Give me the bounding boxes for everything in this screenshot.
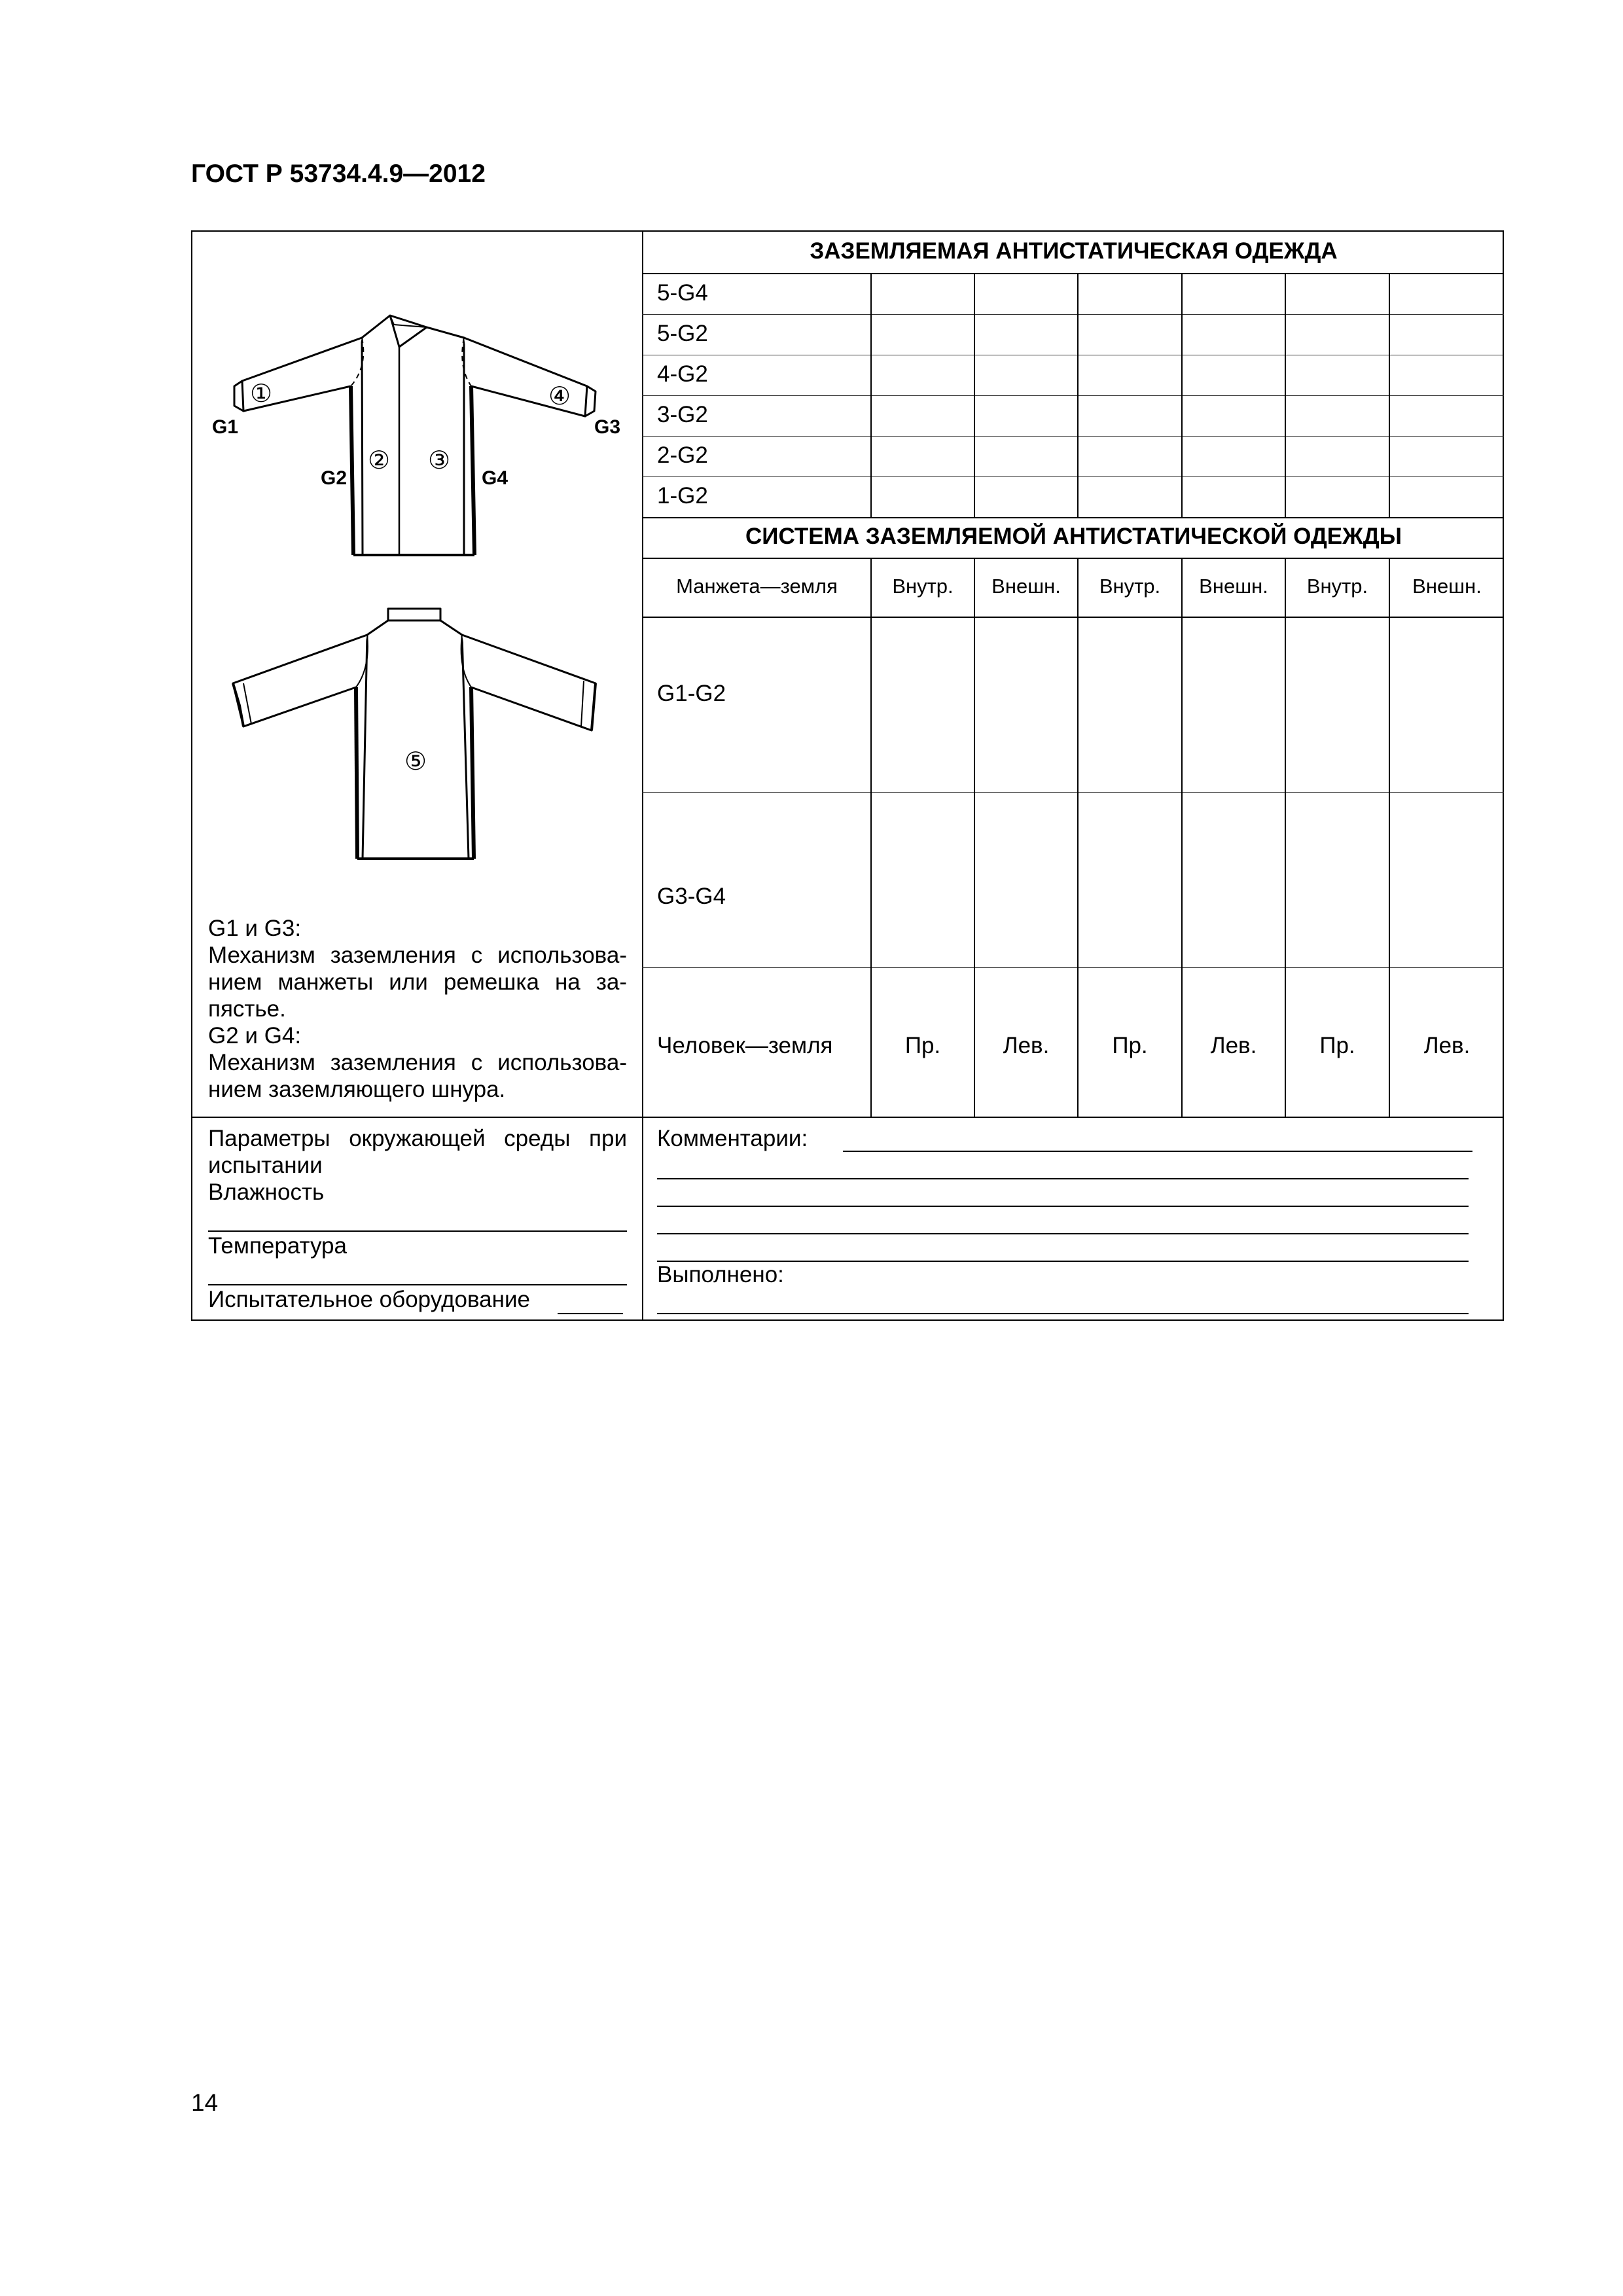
label-g4: G4 <box>482 467 508 489</box>
col-line <box>870 273 872 517</box>
section2-top-line <box>642 517 1504 518</box>
col-header-outer: Внешн. <box>991 575 1061 598</box>
col-line <box>1389 273 1390 517</box>
legend-g1g3-text: Механизм заземления с использова-нием манжеты или ремешка на за-пястье. <box>208 942 627 1022</box>
equipment-label: Испытательное оборудование <box>208 1287 530 1312</box>
col-header-inner: Внутр. <box>892 575 954 598</box>
label-g3: G3 <box>594 416 621 438</box>
row-label-g1-g2: G1-G2 <box>657 681 726 706</box>
row-label-1-g2: 1-G2 <box>657 483 708 509</box>
person-left: Лев. <box>1210 1033 1257 1058</box>
marker-2: ② <box>368 446 391 475</box>
document-header: ГОСТ Р 53734.4.9—2012 <box>191 160 486 188</box>
section2-title: СИСТЕМА ЗАЗЕМЛЯЕМОЙ АНТИСТАТИЧЕСКОЙ ОДЕЖДЫ <box>745 524 1402 549</box>
humidity-label: Влажность <box>208 1179 325 1205</box>
done-label: Выполнено: <box>657 1262 784 1287</box>
comments-line[interactable] <box>657 1233 1469 1234</box>
col-header-cuff-ground: Манжета—земля <box>676 575 838 598</box>
garment-front-diagram <box>196 308 641 569</box>
label-g1: G1 <box>212 416 239 438</box>
row-line <box>642 792 1504 793</box>
garment-back-diagram <box>196 602 641 877</box>
row-label-5-g2: 5-G2 <box>657 321 708 346</box>
section1-title: ЗАЗЕМЛЯЕМАЯ АНТИСТАТИЧЕСКАЯ ОДЕЖДА <box>810 238 1338 264</box>
col-header-inner: Внутр. <box>1306 575 1368 598</box>
row-label-3-g2: 3-G2 <box>657 402 708 427</box>
col-line <box>974 273 975 517</box>
legend-g2g4-text: Механизм заземления с использова-нием заземляющего шнура. <box>208 1050 627 1102</box>
marker-5: ⑤ <box>404 747 427 776</box>
legend-g1g3-title: G1 и G3: <box>208 916 302 941</box>
temperature-field[interactable] <box>208 1284 627 1285</box>
row-label-g3-g4: G3-G4 <box>657 884 726 909</box>
person-left: Лев. <box>1003 1033 1050 1058</box>
label-g2: G2 <box>321 467 348 489</box>
comments-field[interactable] <box>843 1151 1472 1152</box>
marker-4: ④ <box>548 382 571 410</box>
col-header-line <box>642 617 1504 618</box>
row-line <box>642 314 1504 315</box>
marker-1: ① <box>250 379 273 408</box>
row-line <box>642 476 1504 477</box>
col-line <box>1181 273 1183 517</box>
col-header-inner: Внутр. <box>1099 575 1161 598</box>
col-line <box>1077 273 1079 517</box>
col-line <box>1285 273 1286 517</box>
row-label-4-g2: 4-G2 <box>657 361 708 387</box>
bottom-section-line <box>191 1117 1504 1118</box>
params-line1-row <box>208 1126 627 1152</box>
legend-g2g4-title: G2 и G4: <box>208 1023 302 1049</box>
row-label-2-g2: 2-G2 <box>657 442 708 468</box>
row-line <box>642 436 1504 437</box>
col-header-outer: Внешн. <box>1199 575 1268 598</box>
temperature-label: Температура <box>208 1233 347 1259</box>
col-header-outer: Внешн. <box>1412 575 1482 598</box>
person-right: Пр. <box>1319 1033 1355 1058</box>
comments-label: Комментарии: <box>657 1126 808 1151</box>
section2-title-line <box>642 558 1504 559</box>
equipment-field[interactable] <box>558 1313 623 1314</box>
params-line1: Параметры окружающей среды при <box>208 1126 627 1151</box>
row-line <box>642 967 1504 968</box>
row-label-5-g4: 5-G4 <box>657 280 708 306</box>
column-divider <box>642 230 643 1321</box>
person-right: Пр. <box>1112 1033 1148 1058</box>
humidity-field[interactable] <box>208 1230 627 1232</box>
legend-note <box>208 915 627 1103</box>
person-left: Лев. <box>1423 1033 1471 1058</box>
done-field[interactable] <box>657 1313 1469 1314</box>
person-right: Пр. <box>904 1033 941 1058</box>
section1-title-line <box>642 273 1504 274</box>
row-line <box>642 395 1504 396</box>
params-line2: испытании <box>208 1153 323 1178</box>
page-number: 14 <box>191 2089 219 2116</box>
row-label-person-ground: Человек—земля <box>657 1033 833 1058</box>
comments-line[interactable] <box>657 1206 1469 1207</box>
comments-line[interactable] <box>657 1178 1469 1179</box>
marker-3: ③ <box>428 446 451 475</box>
